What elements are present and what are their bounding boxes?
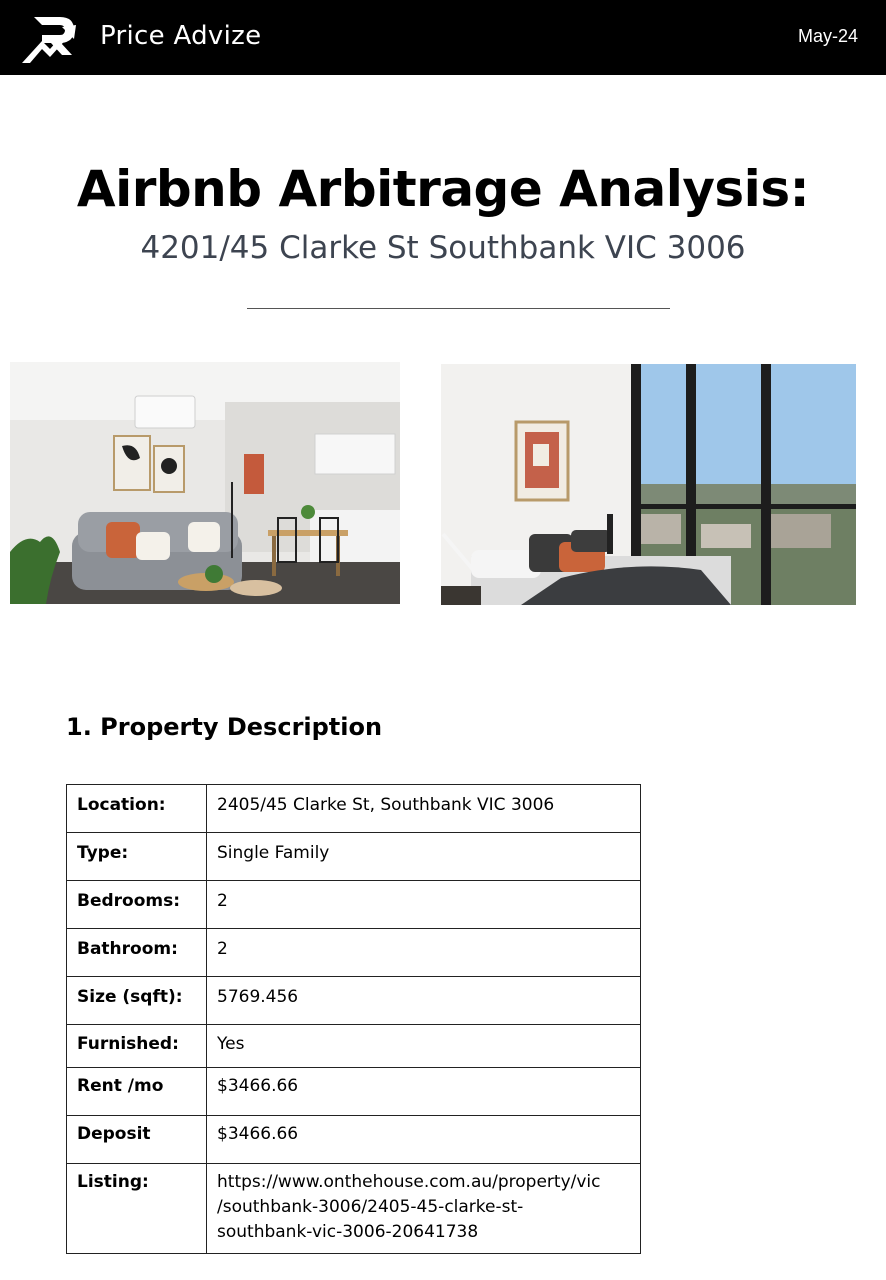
brand-name: Price Advize	[100, 21, 262, 51]
property-address: 4201/45 Clarke St Southbank VIC 3006	[140, 230, 746, 266]
row-value: 2	[207, 929, 641, 977]
row-label: Size (sqft):	[67, 977, 207, 1025]
row-value: Yes	[207, 1025, 641, 1068]
section-heading: 1. Property Description	[66, 713, 383, 741]
table-row	[67, 1164, 641, 1254]
living-room-photo	[10, 362, 400, 604]
row-value: $3466.66	[207, 1068, 641, 1116]
header-bar	[0, 0, 886, 75]
row-label: Bedrooms:	[67, 881, 207, 929]
price-advize-logo	[20, 11, 92, 65]
table-row	[67, 785, 641, 833]
table-row	[67, 833, 641, 881]
listing-link[interactable]: https://www.onthehouse.com.au/property/vic /southbank-3006/2405-45-clarke-st- southbank-vic-3006-20641738	[207, 1164, 641, 1254]
row-value: 5769.456	[207, 977, 641, 1025]
table-row	[67, 1025, 641, 1068]
row-value: Single Family	[207, 833, 641, 881]
row-label: Rent /mo	[67, 1068, 207, 1116]
title-divider	[247, 308, 670, 309]
row-label: Deposit	[67, 1116, 207, 1164]
row-value: 2	[207, 881, 641, 929]
row-label: Listing:	[67, 1164, 207, 1254]
table-row	[67, 1116, 641, 1164]
row-value: $3466.66	[207, 1116, 641, 1164]
row-label: Bathroom:	[67, 929, 207, 977]
row-label: Type:	[67, 833, 207, 881]
report-date: May-24	[797, 26, 858, 46]
table-row	[67, 929, 641, 977]
table-row	[67, 1068, 641, 1116]
row-value: 2405/45 Clarke St, Southbank VIC 3006	[207, 785, 641, 833]
bedroom-photo	[441, 364, 856, 605]
table-row	[67, 977, 641, 1025]
row-label: Furnished:	[67, 1025, 207, 1068]
property-description-table	[66, 784, 641, 1254]
page-title: Airbnb Arbitrage Analysis:	[76, 160, 810, 218]
row-label: Location:	[67, 785, 207, 833]
table-row	[67, 881, 641, 929]
